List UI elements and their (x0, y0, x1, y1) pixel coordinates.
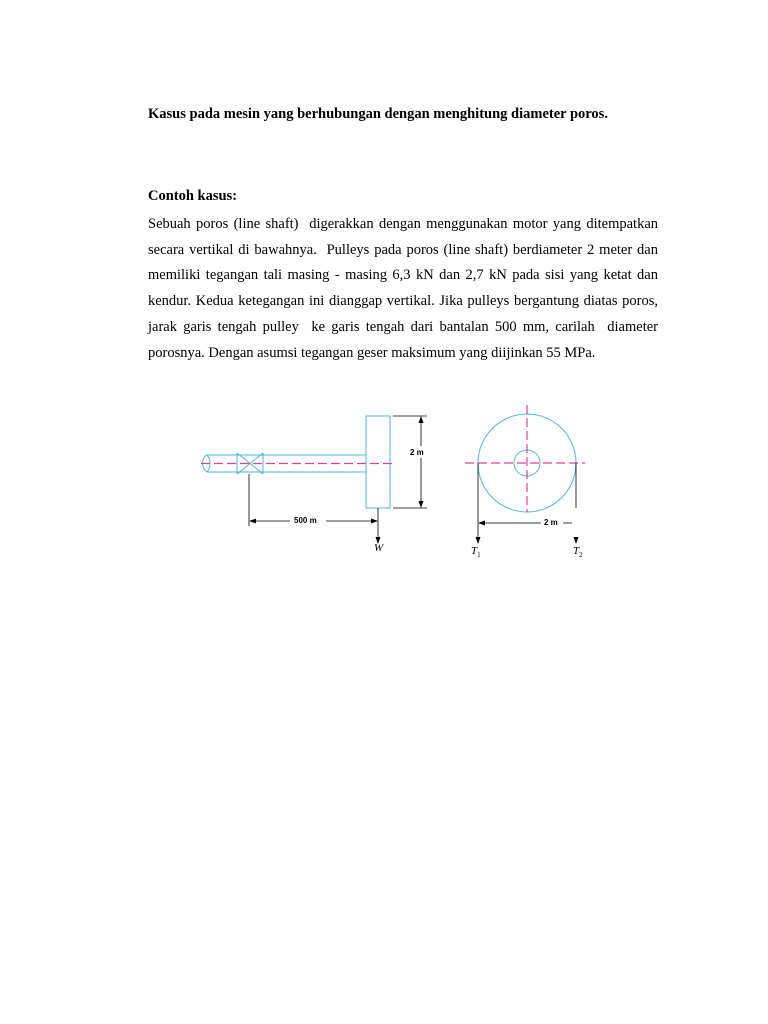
height-label: 2 m (410, 448, 424, 457)
example-subheading: Contoh kasus: (148, 188, 238, 204)
pulley-side-rect (366, 416, 390, 508)
load-label: W (374, 542, 384, 554)
length-label: 500 m (294, 516, 317, 525)
tension-2-label: T2 (573, 545, 583, 559)
side-view (201, 416, 431, 554)
shaft-pulley-figure (195, 400, 595, 570)
tension-1-label: T1 (471, 545, 481, 559)
figure-drawing (195, 400, 595, 570)
diameter-label: 2 m (544, 518, 558, 527)
document-heading: Kasus pada mesin yang berhubungan dengan menghitung diameter poros. (148, 106, 608, 122)
front-view (465, 405, 585, 559)
problem-paragraph: Sebuah poros (line shaft) digerakkan dengan menggunakan motor yang ditempatkan secara vertikal di bawahnya. Pulleys pada poros (line shaft) berdiameter 2 meter dan memiliki tegangan tali masing - masing 6,3 kN dan 2,7 kN pada sisi yang ketat dan kendur. Kedua ketegangan ini dianggap vertikal. Jika pulleys bergantung diatas poros, jarak garis tengah pulley ke garis tengah dari bantalan 500 mm, carilah diameter porosnya. Dengan asumsi tegangan geser maksimum yang diijinkan 55 MPa. (148, 216, 662, 361)
